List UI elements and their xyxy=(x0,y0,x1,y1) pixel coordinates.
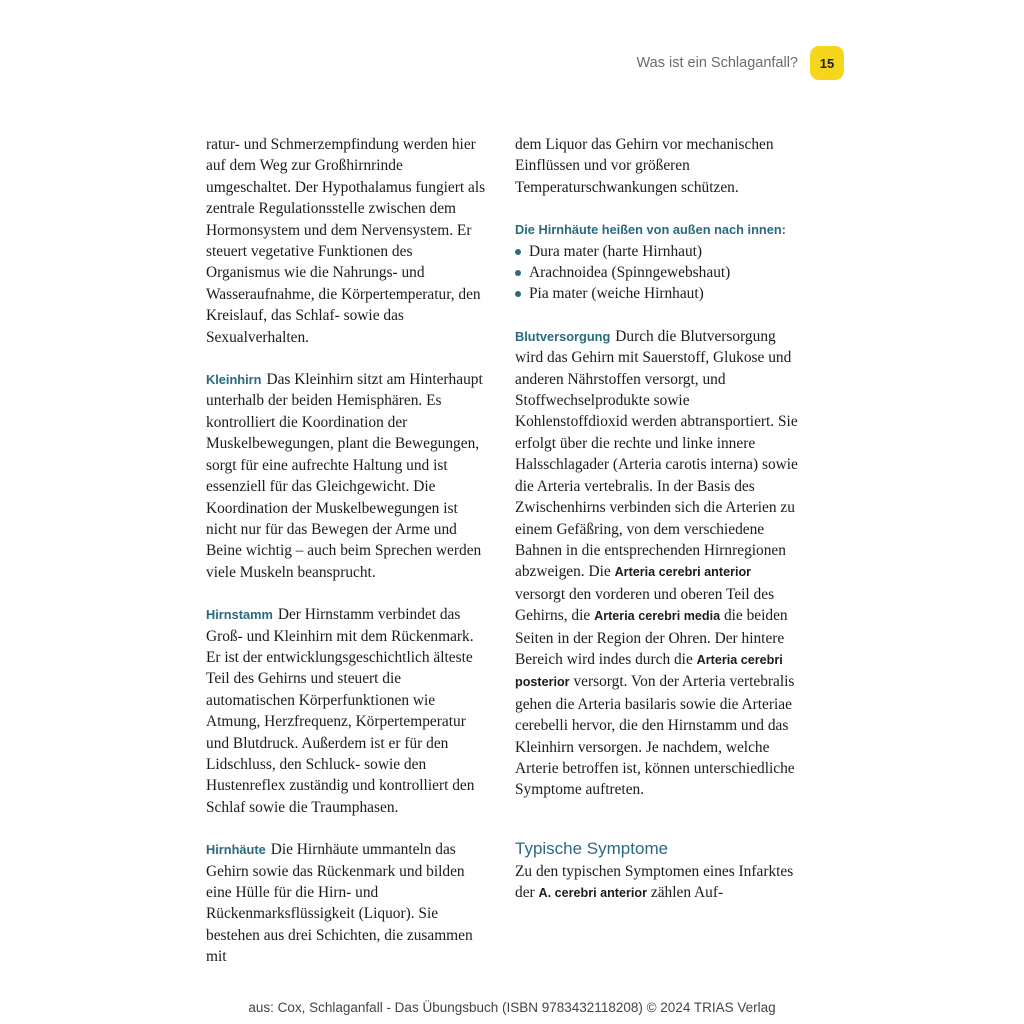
list-item: Arachnoidea (Spinngewebshaut) xyxy=(515,262,799,283)
hirnstamm-text: Der Hirnstamm verbindet das Groß- und Kleinhirn mit dem Rückenmark. Er ist der entwicklungsgeschichtlich älteste Teil des Gehirns und steuert die automatischen Körperfunktionen wie Atmung, Herzfrequenz, Körpertemperatur und Blutdruck. Außerdem ist er für den Lidschluss, den Schluck- sowie den Hustenreflex zuständig und kontrolliert den Schlaf sowie die Traumphasen. xyxy=(206,606,475,816)
blut-text-4: versorgt. Von der Arteria vertebralis gehen die Arteria basilaris sowie die Arteriae cerebelli hervor, die den Hirnstamm und das Kleinhirn versorgen. Je nachdem, welche Arterie betroffen ist, können unterschiedliche Symptome auftreten. xyxy=(515,673,795,799)
paragraph-kleinhirn xyxy=(206,369,490,583)
hirnhaeute-list xyxy=(515,241,799,305)
term-arteria-cerebri-anterior: Arteria cerebri anterior xyxy=(614,565,752,580)
right-column xyxy=(515,134,799,905)
list-item: Dura mater (harte Hirnhaut) xyxy=(515,241,799,262)
term-arteria-cerebri-posterior: Arteria cerebri posterior xyxy=(515,652,783,690)
paragraph-symptome xyxy=(515,861,799,905)
blut-text-2: versorgt den vorderen und oberen Teil des Gehirns, die xyxy=(515,585,775,625)
symptome-text-2: zählen Auf- xyxy=(650,884,724,902)
list-heading: Die Hirnhäute heißen von außen nach innen: xyxy=(515,222,786,238)
term-a-cerebri-anterior: A. cerebri anterior xyxy=(538,886,648,901)
kleinhirn-label: Kleinhirn xyxy=(206,372,262,388)
source-footer: aus: Cox, Schlaganfall - Das Übungsbuch (ISBN 9783432118208) © 2024 TRIAS Verlag xyxy=(248,1000,776,1015)
list-item: Pia mater (weiche Hirnhaut) xyxy=(515,283,799,304)
hirnstamm-label: Hirnstamm xyxy=(206,607,273,623)
paragraph-hirnstamm xyxy=(206,604,490,818)
section-title: Typische Symptome xyxy=(515,838,669,858)
chapter-title: Was ist ein Schlaganfall? xyxy=(636,55,798,71)
paragraph-hirnhaeute xyxy=(206,839,490,967)
left-column xyxy=(206,134,490,968)
running-header xyxy=(637,46,844,80)
hirnhaeute-label: Hirnhäute xyxy=(206,842,266,858)
page-number-badge: 15 xyxy=(810,46,844,80)
symptome-text-1: Zu den typischen Symptomen eines Infarktes der xyxy=(515,862,794,902)
blutversorgung-label: Blutversorgung xyxy=(515,328,611,344)
term-arteria-cerebri-media: Arteria cerebri media xyxy=(594,609,721,624)
paragraph-zwischenhirn: ratur- und Schmerzempfindung werden hier auf dem Weg zur Großhirnrinde umgeschaltet. Der Hypothalamus fungiert als zentrale Regulationsstelle zwischen dem Hormonsystem und dem Nervensystem. Er steuert vegetative Funktionen des Organismus wie die Nahrungs- und Wasseraufnahme, die Körpertemperatur, den Kreislauf, das Schlaf- sowie das Sexualverhalten. xyxy=(206,136,486,346)
hirnhaeute-text: Die Hirnhäute ummanteln das Gehirn sowie das Rückenmark und bilden eine Hülle für die Hirn- und Rückenmarksflüssigkeit (Liquor). Sie bestehen aus drei Schichten, die zusammen mit xyxy=(206,841,473,966)
paragraph-liquor: dem Liquor das Gehirn vor mechanischen Einflüssen und vor größeren Temperaturschwankungen schützen. xyxy=(515,136,774,196)
paragraph-blutversorgung xyxy=(515,326,799,801)
kleinhirn-text: Das Kleinhirn sitzt am Hinterhaupt unterhalb der beiden Hemisphären. Es kontrolliert die Koordination der Muskelbewegungen, plant die Bewegungen, sorgt für eine aufrechte Haltung und ist essenziell für das Gleichgewicht. Die Koordination der Muskelbewegungen ist nicht nur für das Bewegen der Arme und Beine wichtig – auch beim Sprechen werden viele Muskeln beansprucht. xyxy=(206,371,483,581)
blut-text-1: Durch die Blutversorgung wird das Gehirn mit Sauerstoff, Glukose und anderen Nährstoffen versorgt, und Stoffwechselprodukte sowie Kohlenstoffdioxid werden abtransportiert. Sie erfolgt über die rechte und linke innere Halsschlagader (Arteria carotis interna) sowie die Arteria vertebralis. In der Basis des Zwischenhirns verbinden sich die Arterien zu einem Gefäßring, von dem verschiedene Bahnen in die entsprechenden Hirnregionen abzweigen. Die xyxy=(515,327,798,581)
blut-text-3: die beiden Seiten in der Region der Ohren. Der hintere Bereich wird indes durch die xyxy=(515,607,788,668)
